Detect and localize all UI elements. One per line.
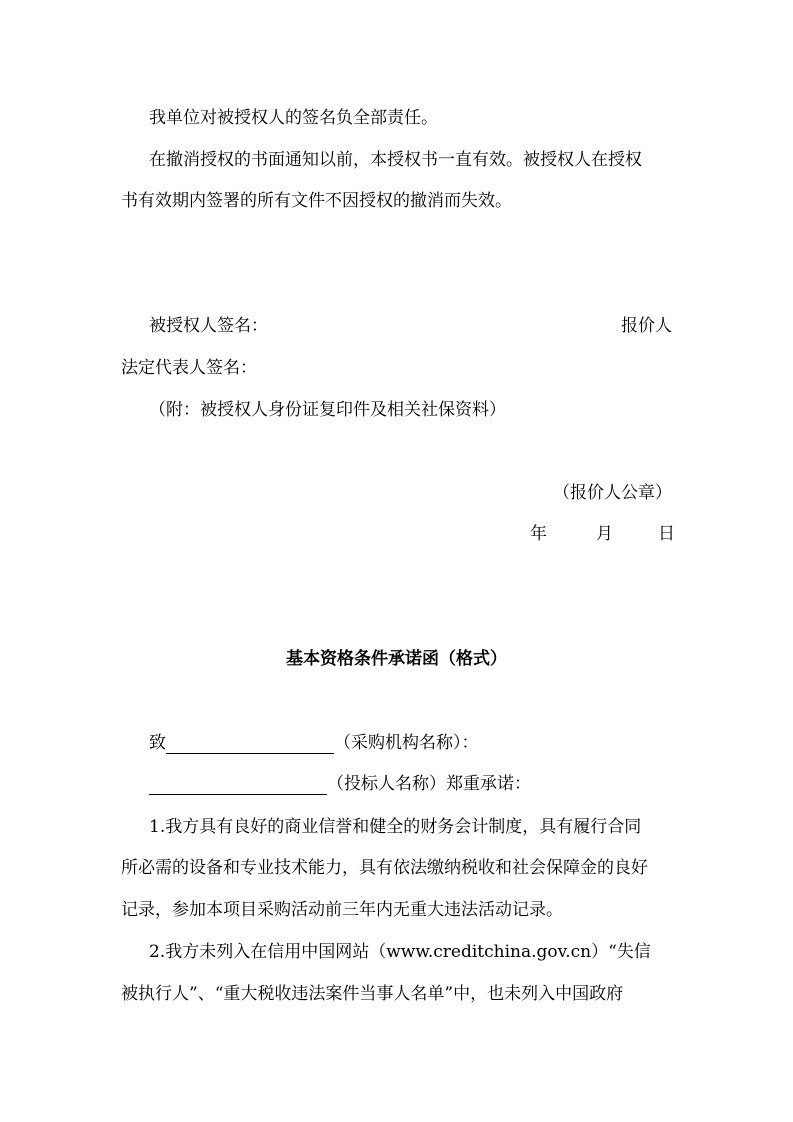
agency-name-blank <box>166 737 334 754</box>
date-month-label: 月 <box>596 524 613 544</box>
addressee-suffix: （采购机构名称）： <box>334 733 479 753</box>
date-year-label: 年 <box>530 524 547 544</box>
bidder-label: 报价人 <box>621 316 672 336</box>
item1-line2: 所必需的设备和专业技术能力，具有依法缴纳税收和社会保障金的良好 <box>121 858 648 878</box>
item2-line1: 2.我方未列入在信用中国网站（www.creditchina.gov.cn）“失信 <box>149 942 651 962</box>
addressee-prefix: 致 <box>149 733 166 753</box>
commitment-title: 基本资格条件承诺函（格式） <box>286 649 507 669</box>
item2-line2: 被执行人”、“重大税收违法案件当事人名单”中，也未列入中国政府 <box>121 984 624 1004</box>
authorized-signature-label: 被授权人签名： <box>149 316 268 336</box>
bidder-seal-label: （报价人公章） <box>553 483 672 503</box>
paragraph-responsibility: 我单位对被授权人的签名负全部责任。 <box>149 108 438 128</box>
paragraph-validity-line2: 书有效期内签署的所有文件不因授权的撤消而失效。 <box>121 191 512 211</box>
addressee-line <box>149 732 479 754</box>
bidder-name-blank <box>149 778 327 795</box>
paragraph-validity-line1: 在撤消授权的书面通知以前，本授权书一直有效。被授权人在授权 <box>149 150 642 170</box>
bidder-suffix: （投标人名称）郑重承诺： <box>327 774 531 794</box>
item1-line1: 1.我方具有良好的商业信誉和健全的财务会计制度，具有履行合同 <box>149 817 642 837</box>
bidder-line <box>149 773 531 795</box>
date-day-label: 日 <box>658 524 675 544</box>
item1-line3: 记录，参加本项目采购活动前三年内无重大违法活动记录。 <box>121 900 563 920</box>
legal-rep-signature-label: 法定代表人签名： <box>121 358 257 378</box>
attachment-note: （附：被授权人身份证复印件及相关社保资料） <box>149 400 506 420</box>
